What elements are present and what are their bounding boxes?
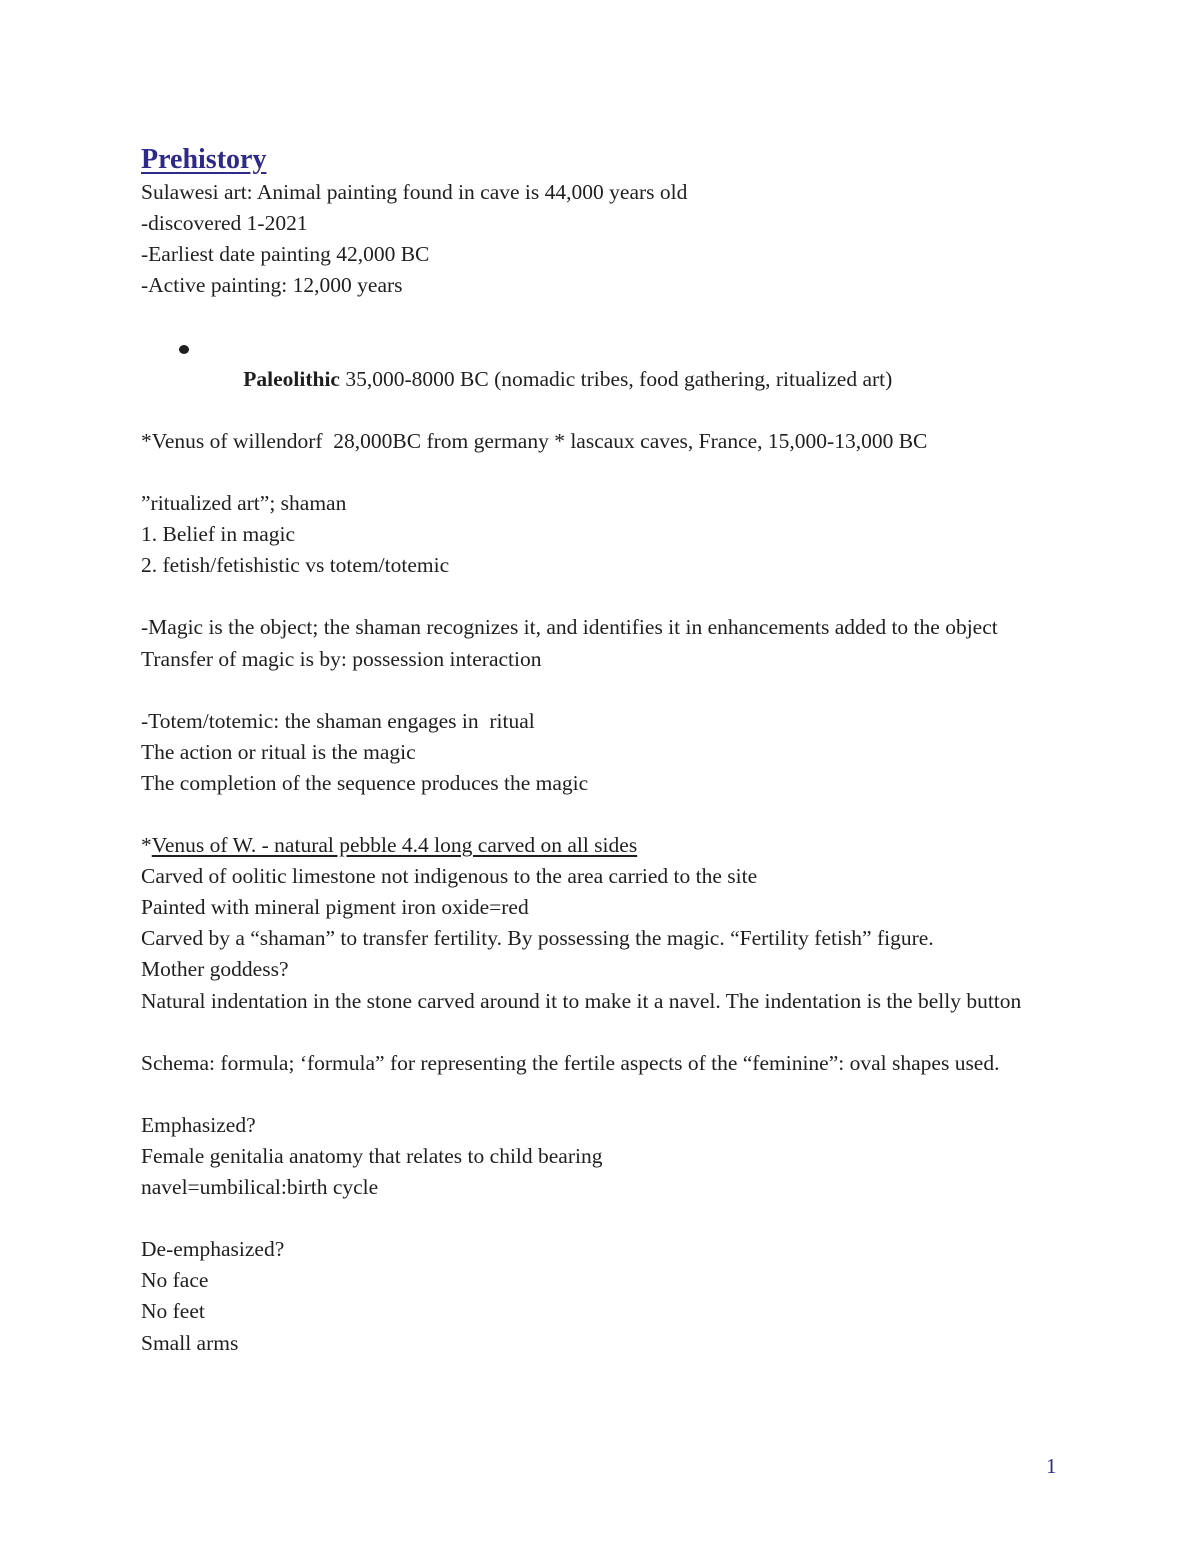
blank-line: [141, 799, 1061, 830]
bullet-text: 35,000-8000 BC (nomadic tribes, food gathering, ritualized art): [339, 366, 893, 391]
text-line: 2. fetish/fetishistic vs totem/totemic: [141, 553, 450, 578]
text-line: The completion of the sequence produces the magic: [141, 770, 589, 795]
text-line: -Magic is the object; the shaman recognizes it, and identifies it in enhancements added to the object: [141, 615, 998, 640]
blank-line: [141, 675, 1061, 706]
text-line: Painted with mineral pigment iron oxide=red: [141, 895, 529, 920]
bullet-icon: [179, 345, 189, 354]
venus-heading: Venus of W. - natural pebble 4.4 long carved on all sides: [151, 833, 638, 858]
text-line: 1. Belief in magic: [141, 522, 296, 547]
text-line: No face: [141, 1268, 209, 1293]
blank-line: [141, 1203, 1061, 1234]
text-line: Sulawesi art: Animal painting found in cave is 44,000 years old: [141, 180, 688, 205]
text-line: Schema: formula; ‘formula” for representing the fertile aspects of the “feminine”: oval shapes used.: [141, 1050, 1000, 1075]
text-line: The action or ritual is the magic: [141, 739, 416, 764]
text-line: -Active painting: 12,000 years: [141, 273, 403, 298]
bullet-term: Paleolithic: [243, 366, 340, 391]
text-line: Carved of oolitic limestone not indigenous to the area carried to the site: [141, 864, 758, 889]
blank-line: [141, 457, 1061, 488]
text-line: Female genitalia anatomy that relates to child bearing: [141, 1144, 603, 1168]
blank-line: [141, 1017, 1061, 1048]
text-line: Transfer of magic is by: possession interaction: [141, 646, 542, 671]
venus-heading-star: *: [141, 833, 152, 858]
blank-line: [141, 301, 1061, 332]
page-number: 1: [1046, 1454, 1057, 1478]
text-line: -discovered 1-2021: [141, 211, 308, 236]
text-line: navel=umbilical:birth cycle: [141, 1175, 379, 1200]
text-line: No feet: [141, 1299, 205, 1324]
blank-line: [141, 581, 1061, 612]
text-line: ”ritualized art”; shaman: [141, 491, 347, 516]
blank-line: [141, 1079, 1061, 1110]
text-line: Small arms: [141, 1330, 239, 1355]
document-body: [141, 140, 1061, 1359]
text-line: -Totem/totemic: the shaman engages in ritual: [141, 708, 535, 733]
text-line: *Venus of willendorf 28,000BC from germany * lascaux caves, France, 15,000-13,000 BC: [141, 428, 928, 453]
page-title: Prehistory: [141, 144, 267, 175]
venus-heading-line: [141, 830, 1061, 861]
text-line: Mother goddess?: [141, 957, 289, 982]
text-line: De-emphasized?: [141, 1237, 285, 1262]
bullet-item: [141, 333, 1061, 426]
text-line: -Earliest date painting 42,000 BC: [141, 242, 430, 267]
text-line: Natural indentation in the stone carved around it to make it a navel. The indentation is the belly button: [141, 988, 1022, 1013]
text-line: Carved by a “shaman” to transfer fertility. By possessing the magic. “Fertility fetish” figure.: [141, 926, 934, 951]
text-line: Emphasized?: [141, 1112, 256, 1137]
